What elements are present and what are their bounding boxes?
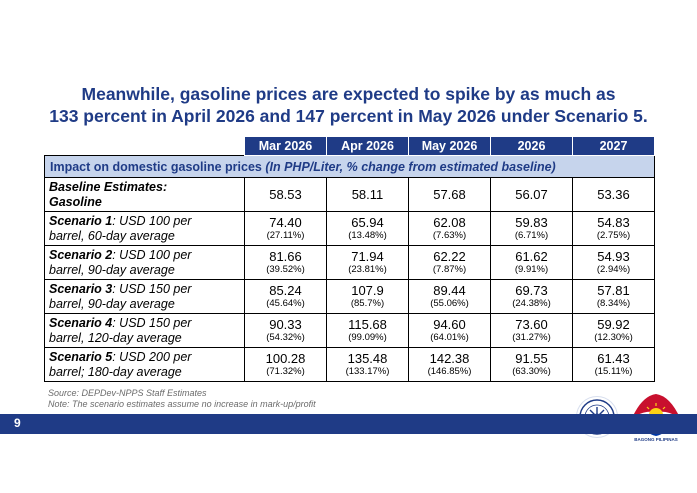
percent-change: (45.64%): [266, 298, 305, 309]
value-cell: [245, 348, 327, 382]
price-value: 142.38: [429, 351, 470, 366]
price-value: 81.66: [269, 249, 302, 264]
value-cell: [327, 212, 409, 246]
value-cell: [573, 314, 655, 348]
scenario-desc-line1: : USD 100 per: [112, 213, 192, 228]
price-value: 61.43: [597, 351, 630, 366]
scenario-desc-line1: : USD 200 per: [112, 349, 192, 364]
row-label: [45, 348, 245, 382]
baseline-label-line1: Baseline Estimates:: [49, 179, 168, 194]
footer-bar: [0, 414, 697, 434]
slide-title: [0, 83, 697, 127]
price-value: 69.73: [515, 283, 548, 298]
price-value: 115.68: [348, 317, 387, 332]
percent-change: (54.32%): [266, 332, 305, 343]
price-value: 59.83: [515, 215, 548, 230]
value-cell: [409, 280, 491, 314]
price-value: 54.93: [597, 249, 630, 264]
price-value: 107.9: [351, 283, 384, 298]
price-value: 53.36: [597, 187, 630, 202]
value-cell: [573, 212, 655, 246]
scenario-name: Scenario 1: [49, 213, 113, 228]
price-value: 57.68: [433, 187, 466, 202]
column-header: 2027: [573, 137, 655, 156]
percent-change: (55.06%): [430, 298, 469, 309]
column-header: Mar 2026: [245, 137, 327, 156]
value-cell: [327, 178, 409, 212]
percent-change: (24.38%): [512, 298, 551, 309]
price-value: 57.81: [597, 283, 630, 298]
price-value: 58.11: [351, 187, 384, 202]
value-cell: [491, 280, 573, 314]
percent-change: (13.48%): [348, 230, 387, 241]
percent-change: (8.34%): [596, 298, 631, 309]
percent-change: (31.27%): [512, 332, 551, 343]
percent-change: (7.63%): [432, 230, 467, 241]
impact-heading-row: [45, 156, 655, 178]
price-value: 90.33: [269, 317, 302, 332]
value-cell: [573, 246, 655, 280]
price-value: 85.24: [269, 283, 302, 298]
scenario-name: Scenario 2: [49, 247, 113, 262]
percent-change: (9.91%): [514, 264, 549, 275]
value-cell: [327, 348, 409, 382]
percent-change: (27.11%): [266, 230, 305, 241]
value-cell: [573, 178, 655, 212]
scenario-desc-line1: : USD 150 per: [112, 315, 192, 330]
baseline-row: [45, 178, 655, 212]
price-value: 61.62: [515, 249, 548, 264]
row-label: [45, 280, 245, 314]
value-cell: [245, 178, 327, 212]
value-cell: [491, 348, 573, 382]
value-cell: [327, 280, 409, 314]
value-cell: [409, 348, 491, 382]
scenario-desc-line2: barrel, 60-day average: [49, 228, 175, 243]
note-text: Note: The scenario estimates assume no increase in mark-up/profit: [48, 399, 316, 409]
percent-change: (146.85%): [427, 366, 472, 377]
scenario-name: Scenario 5: [49, 349, 113, 364]
scenario-desc-line1: : USD 150 per: [112, 281, 192, 296]
scenario-row: [45, 280, 655, 314]
price-value: 100.28: [265, 351, 306, 366]
gasoline-price-table: [44, 136, 655, 382]
value-cell: [491, 246, 573, 280]
scenario-name: Scenario 3: [49, 281, 113, 296]
price-value: 62.08: [433, 215, 466, 230]
scenario-desc-line2: barrel, 90-day average: [49, 296, 175, 311]
price-value: 59.92: [597, 317, 630, 332]
column-header: 2026: [491, 137, 573, 156]
percent-change: (12.30%): [594, 332, 633, 343]
value-cell: [491, 314, 573, 348]
scenario-name: Scenario 4: [49, 315, 113, 330]
scenario-row: [45, 212, 655, 246]
source-text: Source: DEPDev-NPPS Staff Estimates: [48, 388, 207, 398]
value-cell: [245, 246, 327, 280]
value-cell: [491, 178, 573, 212]
impact-label: Impact on domestic gasoline prices: [50, 159, 266, 174]
scenario-row: [45, 314, 655, 348]
percent-change: (15.11%): [594, 366, 633, 377]
bagong-pilipinas-text: BAGONG PILIPINAS: [634, 437, 678, 442]
title-line-1: Meanwhile, gasoline prices are expected to spike by as much as: [81, 84, 616, 104]
price-value: 65.94: [351, 215, 384, 230]
percent-change: (39.52%): [266, 264, 305, 275]
price-value: 58.53: [269, 187, 302, 202]
value-cell: [245, 314, 327, 348]
price-value: 71.94: [351, 249, 384, 264]
value-cell: [245, 212, 327, 246]
price-value: 62.22: [433, 249, 466, 264]
table-header-row: [45, 137, 655, 156]
value-cell: [327, 314, 409, 348]
value-cell: [491, 212, 573, 246]
percent-change: (99.09%): [348, 332, 387, 343]
price-value: 89.44: [433, 283, 466, 298]
value-cell: [573, 348, 655, 382]
percent-change: (6.71%): [514, 230, 549, 241]
value-cell: [245, 280, 327, 314]
value-cell: [327, 246, 409, 280]
scenario-desc-line1: : USD 100 per: [112, 247, 192, 262]
percent-change: (133.17%): [345, 366, 390, 377]
title-line-2: 133 percent in April 2026 and 147 percent in May 2026 under Scenario 5.: [49, 106, 648, 126]
scenario-row: [45, 246, 655, 280]
value-cell: [409, 314, 491, 348]
percent-change: (7.87%): [432, 264, 467, 275]
price-value: 91.55: [515, 351, 548, 366]
row-label: [45, 212, 245, 246]
percent-change: (64.01%): [430, 332, 469, 343]
percent-change: (2.94%): [596, 264, 631, 275]
percent-change: (2.75%): [596, 230, 631, 241]
column-header: May 2026: [409, 137, 491, 156]
column-header: Apr 2026: [327, 137, 409, 156]
price-value: 73.60: [515, 317, 548, 332]
impact-heading: [45, 156, 655, 178]
percent-change: (71.32%): [266, 366, 305, 377]
value-cell: [409, 178, 491, 212]
page-number: 9: [14, 416, 21, 430]
price-value: 135.48: [347, 351, 388, 366]
price-value: 56.07: [515, 187, 548, 202]
scenario-desc-line2: barrel, 90-day average: [49, 262, 175, 277]
percent-change: (63.30%): [512, 366, 551, 377]
row-label: [45, 246, 245, 280]
value-cell: [409, 212, 491, 246]
scenario-desc-line2: barrel; 180-day average: [49, 364, 182, 379]
source-note: [48, 388, 316, 410]
header-blank-cell: [45, 137, 245, 156]
percent-change: (85.7%): [350, 298, 385, 309]
price-value: 94.60: [433, 317, 466, 332]
price-value: 54.83: [597, 215, 630, 230]
scenario-desc-line2: barrel, 120-day average: [49, 330, 182, 345]
percent-change: (23.81%): [348, 264, 387, 275]
price-value: 74.40: [269, 215, 302, 230]
baseline-label-line2: Gasoline: [49, 194, 102, 209]
value-cell: [409, 246, 491, 280]
row-label: [45, 178, 245, 212]
row-label: [45, 314, 245, 348]
scenario-row: [45, 348, 655, 382]
impact-subtitle: (In PHP/Liter, % change from estimated baseline): [265, 159, 556, 174]
value-cell: [573, 280, 655, 314]
